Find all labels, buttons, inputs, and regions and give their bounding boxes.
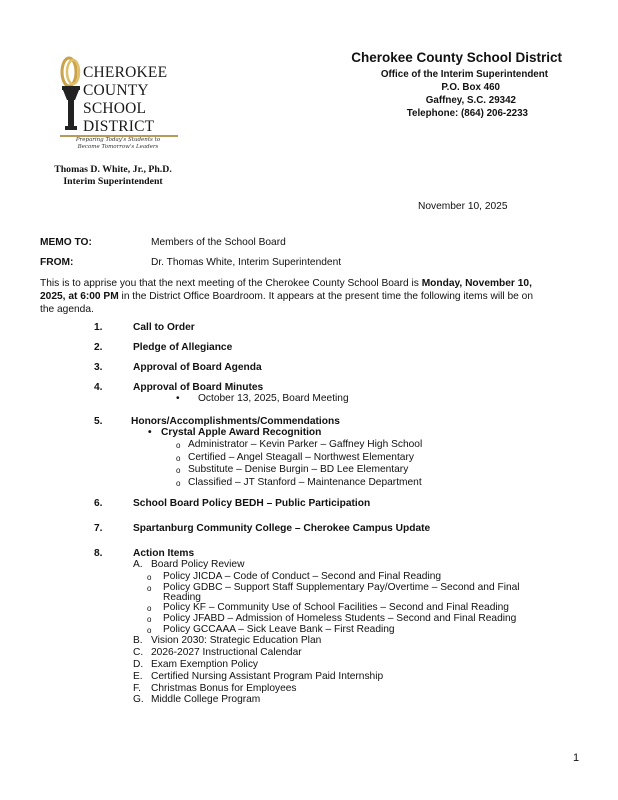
bullet-icon: • [176,393,180,404]
policy-item: Policy GDBC – Support Staff Supplementary Pay/Overtime – Second and Final [163,582,520,593]
memo-to-label: MEMO TO: [40,237,92,248]
action-letter: D. [133,659,144,670]
action-item: Middle College Program [151,694,261,705]
policy-item: Policy JICDA – Code of Conduct – Second and Final Reading [163,571,442,582]
logo-line-2: COUNTY [83,82,149,99]
agenda-item-title: Action Items [133,548,195,559]
award-recipient: Certified – Angel Steagall – Northwest Elementary [188,452,414,463]
action-item: 2026-2027 Instructional Calendar [151,647,302,658]
memo-to-value: Members of the School Board [151,237,286,248]
agenda-item-title: School Board Policy BEDH – Public Participation [133,498,371,509]
action-letter: A. [133,559,143,570]
logo-line-3: SCHOOL [83,100,147,117]
action-letter: G. [133,694,144,705]
action-item: Certified Nursing Assistant Program Paid Internship [151,671,384,682]
action-letter: F. [133,683,141,694]
policy-item: Policy JFABD – Admission of Homeless Students – Second and Final Reading [163,613,517,624]
logo-line-1: CHEROKEE [83,64,168,81]
agenda-item-number: 2. [94,342,103,353]
circle-bullet-icon: o [147,573,152,582]
letterhead-city: Gaffney, S.C. 29342 [425,95,516,106]
signatory-title: Interim Superintendent [63,176,163,187]
agenda-item-title: Approval of Board Minutes [133,382,264,393]
agenda-item-number: 1. [94,322,103,333]
letterhead-office: Office of the Interim Superintendent [380,69,548,80]
agenda-item-number: 7. [94,523,103,534]
intro-paragraph [40,277,580,316]
agenda-item-number: 5. [94,416,103,427]
action-letter: E. [133,671,143,682]
agenda-item-number: 6. [94,498,103,509]
circle-bullet-icon: o [176,454,181,463]
agenda-item-number: 3. [94,362,103,373]
agenda-item-title: Spartanburg Community College – Cherokee Campus Update [133,523,431,534]
agenda-item-title: Honors/Accomplishments/Commendations [131,416,340,427]
action-item: Board Policy Review [151,559,245,570]
agenda-item-title: Pledge of Allegiance [133,342,233,353]
action-item: Vision 2030: Strategic Education Plan [151,635,322,646]
signatory-name: Thomas D. White, Jr., Ph.D. [54,164,172,175]
agenda-item-title: Call to Order [133,322,195,333]
logo-tagline: Preparing Today's Students to Become Tomorrow's Leaders [75,137,161,150]
agenda-item-title: Approval of Board Agenda [133,362,262,373]
intro-text-2: in the District Office Boardroom. It appears at the present time the following items will be on [118,291,534,302]
action-item: Exam Exemption Policy [151,659,259,670]
memo-date: November 10, 2025 [418,201,508,212]
agenda-subitem: Crystal Apple Award Recognition [161,427,322,438]
circle-bullet-icon: o [147,626,152,635]
action-letter: B. [133,635,143,646]
memo-from-label: FROM: [40,257,74,268]
award-recipient: Administrator – Kevin Parker – Gaffney High School [188,439,423,450]
letterhead-org: Cherokee County School District [351,50,562,65]
action-letter: C. [133,647,144,658]
circle-bullet-icon: o [176,466,181,475]
intro-text-1: This is to apprise you that the next meeting of the Cherokee County School Board is [40,278,422,289]
circle-bullet-icon: o [147,615,152,624]
memo-from-value: Dr. Thomas White, Interim Superintendent [151,257,342,268]
policy-item: Policy KF – Community Use of School Facilities – Second and Final Reading [163,602,509,613]
circle-bullet-icon: o [147,604,152,613]
agenda-subitem: October 13, 2025, Board Meeting [198,393,349,404]
policy-item-continued: Reading [163,592,201,603]
policy-item: Policy GCCAAA – Sick Leave Bank – First Reading [163,624,395,635]
signatory-block [38,164,188,188]
agenda-item-number: 8. [94,548,103,559]
letterhead-box: P.O. Box 460 [441,82,500,93]
agenda-item-number: 4. [94,382,103,393]
logo-line-4: DISTRICT [83,118,155,135]
circle-bullet-icon: o [147,584,152,593]
intro-bold-2: 2025, at 6:00 PM [40,291,119,302]
torch-icon [56,56,86,134]
letterhead-phone: Telephone: (864) 206-2233 [406,108,528,119]
action-item: Christmas Bonus for Employees [151,683,297,694]
award-recipient: Classified – JT Stanford – Maintenance Department [188,477,422,488]
bullet-icon: • [148,427,152,438]
circle-bullet-icon: o [176,441,181,450]
circle-bullet-icon: o [176,479,181,488]
award-recipient: Substitute – Denise Burgin – BD Lee Elementary [188,464,409,475]
intro-bold-1: Monday, November 10, [421,278,532,289]
page-number: 1 [573,752,580,764]
intro-text-3: the agenda. [40,304,94,315]
